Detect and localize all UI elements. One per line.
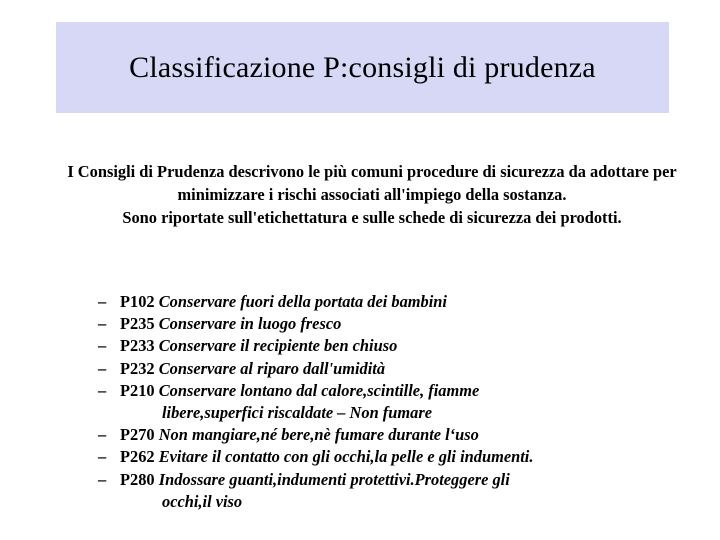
list-item bbox=[98, 380, 698, 424]
bullet-dash: – bbox=[98, 425, 107, 445]
bullet-dash: – bbox=[98, 469, 107, 489]
intro-text bbox=[62, 160, 682, 229]
list-item bbox=[98, 469, 698, 513]
bullet-dash: – bbox=[98, 314, 107, 334]
list-item bbox=[98, 335, 698, 357]
statement-code: P270 bbox=[120, 425, 155, 445]
bullet-dash: – bbox=[98, 447, 107, 467]
statement-code: P232 bbox=[120, 358, 155, 378]
list-item bbox=[98, 446, 698, 468]
bullet-dash: – bbox=[98, 292, 107, 311]
statement-code: P210 bbox=[120, 380, 155, 400]
statement-text: Conservare fuori della portata dei bambini bbox=[158, 292, 447, 311]
statement-text: Non mangiare,né bere,nè fumare durante l‘uso bbox=[158, 425, 479, 445]
statement-code: P235 bbox=[120, 314, 155, 334]
slide-title: Classificazione P:consigli di prudenza bbox=[129, 50, 596, 84]
statement-text: Conservare il recipiente ben chiuso bbox=[158, 336, 398, 356]
statement-code: P102 bbox=[120, 292, 155, 311]
statement-text-continuation: occhi,il viso bbox=[162, 491, 243, 511]
intro-paragraph-1: I Consigli di Prudenza descrivono le più comuni procedure di sicurezza da adottare per minimizzare i rischi associati all'impiego della sostanza. bbox=[67, 162, 677, 204]
title-banner bbox=[56, 22, 669, 113]
statement-text: Conservare in luogo fresco bbox=[158, 314, 342, 334]
list-item bbox=[98, 424, 698, 446]
precautionary-statements-list bbox=[98, 291, 698, 513]
bullet-dash: – bbox=[98, 336, 107, 356]
statement-code: P233 bbox=[120, 336, 155, 356]
statement-text: Conservare al riparo dall'umidità bbox=[158, 358, 386, 378]
bullet-dash: – bbox=[98, 380, 107, 400]
statement-text-continuation: libere,superfici riscaldate – Non fumare bbox=[162, 403, 432, 423]
statement-text: Conservare lontano dal calore,scintille, fiamme bbox=[158, 380, 480, 400]
statement-text: Evitare il contatto con gli occhi,la pelle e gli indumenti. bbox=[158, 447, 534, 467]
list-item bbox=[98, 291, 698, 313]
statement-text: Indossare guanti,indumenti protettivi.Proteggere gli bbox=[158, 469, 510, 489]
list-item bbox=[98, 358, 698, 380]
statement-code: P262 bbox=[120, 447, 155, 467]
bullet-dash: – bbox=[98, 358, 107, 378]
statement-code: P280 bbox=[120, 469, 155, 489]
list-item bbox=[98, 313, 698, 335]
intro-paragraph-2: Sono riportate sull'etichettatura e sulle schede di sicurezza dei prodotti. bbox=[122, 208, 622, 227]
